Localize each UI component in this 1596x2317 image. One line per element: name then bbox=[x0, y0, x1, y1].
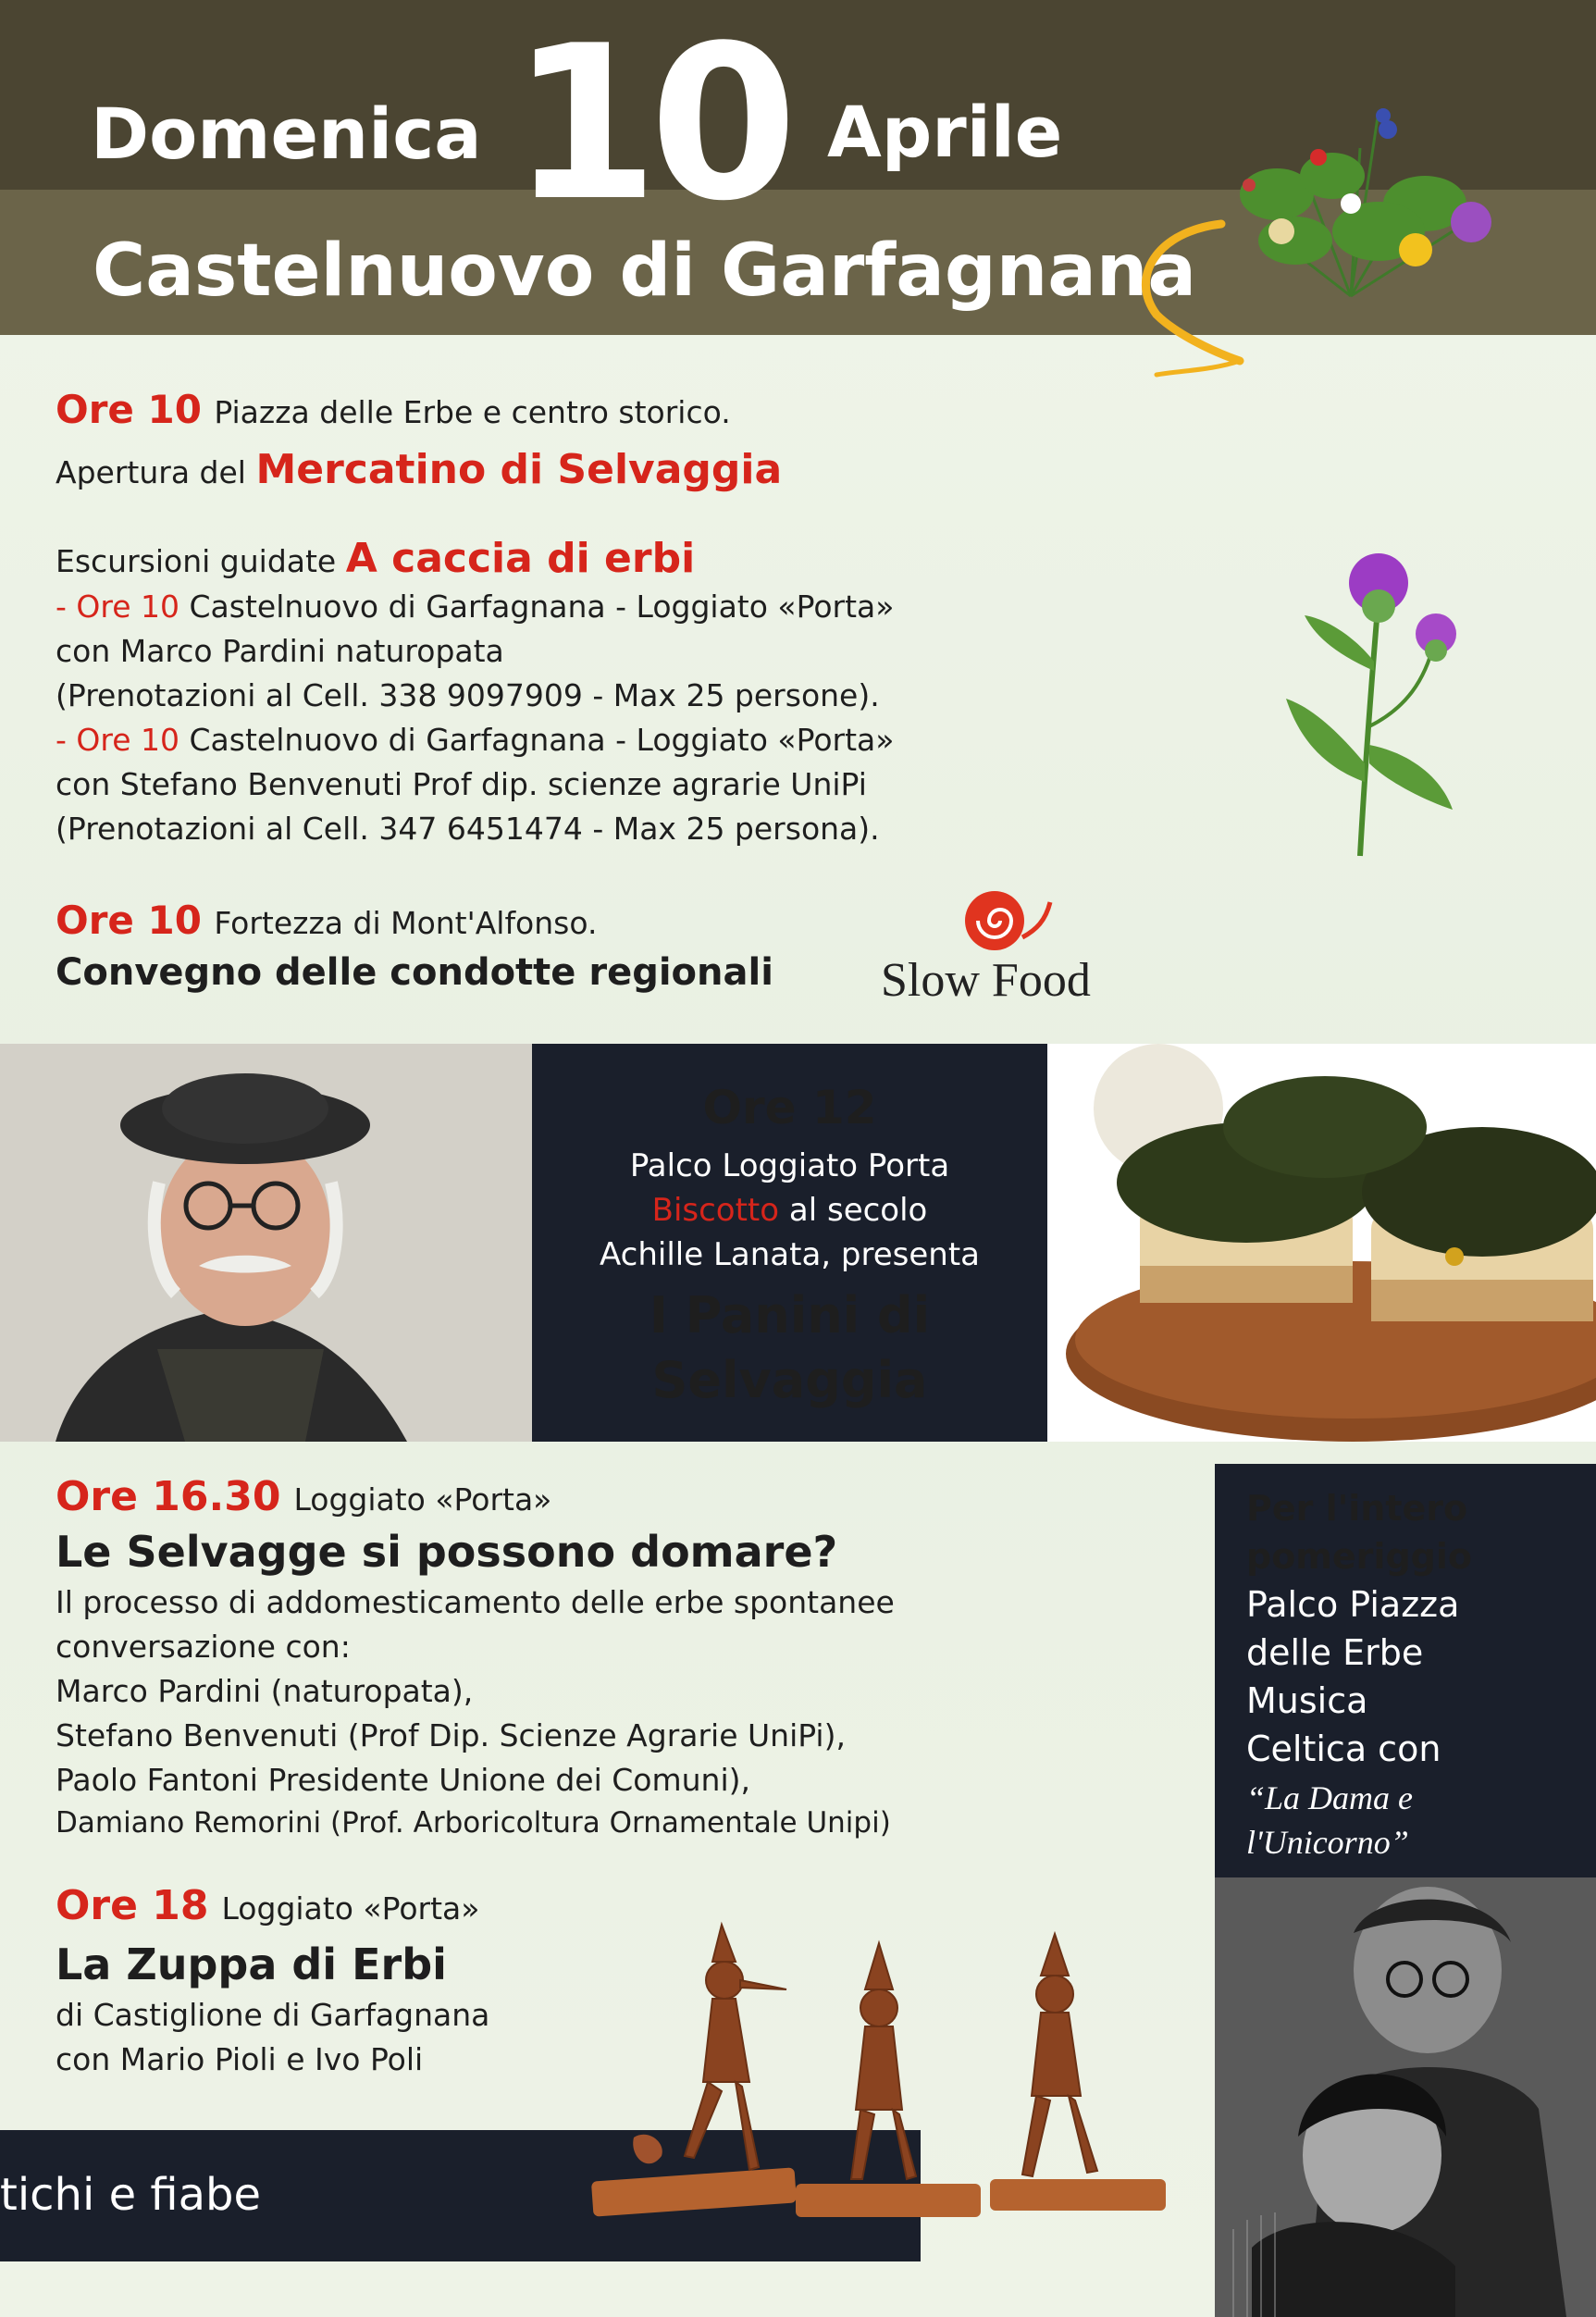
event1-place: Piazza delle Erbe e centro storico. bbox=[214, 394, 731, 430]
slow-food-logo-text: Slow Food bbox=[881, 954, 1091, 1007]
sidebar-italic-line2: l'Unicorno” bbox=[1246, 1824, 1409, 1861]
event2-title: Convegno delle condotte regionali bbox=[56, 951, 773, 994]
event3-title2: Selvaggia bbox=[651, 1351, 928, 1409]
event3-line2 bbox=[532, 1192, 1047, 1229]
pinocchio-wooden-figurines-image bbox=[574, 1906, 1184, 2221]
slow-food-snail-logo bbox=[958, 884, 1069, 958]
excursions-line1 bbox=[56, 589, 894, 625]
event4-place: Loggiato «Porta» bbox=[293, 1481, 552, 1518]
event1-opening-prefix: Apertura del bbox=[56, 454, 246, 490]
event3-line2-red: Biscotto bbox=[651, 1192, 780, 1229]
sidebar-italic-line1: “La Dama e bbox=[1246, 1779, 1414, 1816]
event5-place: Loggiato «Porta» bbox=[221, 1890, 480, 1927]
celtic-musicians-photo bbox=[1215, 1877, 1596, 2317]
wild-herbs-bouquet-image bbox=[1194, 93, 1508, 305]
event4-detail-5: Paolo Fantoni Presidente Unione dei Comuni), bbox=[56, 1762, 750, 1798]
sidebar-red-line2: pomeriggio bbox=[1246, 1536, 1472, 1577]
sidebar-line3: Musica bbox=[1246, 1680, 1368, 1721]
event4-title: Le Selvagge si possono domare? bbox=[56, 1527, 838, 1577]
event4-line bbox=[56, 1473, 551, 1520]
header-day: Domenica bbox=[91, 93, 482, 175]
event4-detail-2: conversazione con: bbox=[56, 1629, 351, 1665]
event5-title: La Zuppa di Erbi bbox=[56, 1939, 447, 1989]
event3-line2-rest: al secolo bbox=[788, 1192, 928, 1229]
excursions-line5: con Stefano Benvenuti Prof dip. scienze agrarie UniPi bbox=[56, 766, 867, 802]
event2-place: Fortezza di Mont'Alfonso. bbox=[214, 905, 598, 941]
event4-time: Ore 16.30 bbox=[56, 1473, 281, 1520]
event3-line1: Palco Loggiato Porta bbox=[629, 1147, 950, 1184]
excursions-line6: (Prenotazioni al Cell. 347 6451474 - Max 25 persona). bbox=[56, 811, 880, 847]
excursions-line4-time: - Ore 10 bbox=[56, 722, 179, 758]
sidebar-line4: Celtica con bbox=[1246, 1728, 1441, 1769]
event4-detail-4: Stefano Benvenuti (Prof Dip. Scienze Agrarie UniPi), bbox=[56, 1717, 846, 1753]
chef-photo bbox=[0, 1044, 532, 1442]
excursions-line4-rest: Castelnuovo di Garfagnana - Loggiato «Porta» bbox=[189, 722, 895, 758]
excursions-prefix: Escursioni guidate bbox=[56, 543, 337, 579]
event4-detail-3: Marco Pardini (naturopata), bbox=[56, 1673, 474, 1709]
event5-line1: di Castiglione di Garfagnana bbox=[56, 1997, 490, 2033]
event1-line bbox=[56, 387, 731, 432]
excursions-heading bbox=[56, 535, 695, 582]
excursions-line1-time: - Ore 10 bbox=[56, 589, 179, 625]
event3-line3: Achille Lanata, presenta bbox=[600, 1236, 980, 1273]
event3-time: Ore 12 bbox=[702, 1081, 877, 1134]
header-city: Castelnuovo di Garfagnana bbox=[93, 229, 1197, 313]
event1-opening-title: Mercatino di Selvaggia bbox=[255, 446, 783, 493]
event2-time: Ore 10 bbox=[56, 898, 202, 943]
event5-line bbox=[56, 1882, 479, 1929]
excursions-title: A caccia di erbi bbox=[345, 535, 696, 582]
sidebar-line1: Palco Piazza bbox=[1246, 1584, 1460, 1625]
event5-line2: con Mario Pioli e Ivo Poli bbox=[56, 2041, 424, 2077]
header-date-number: 10 bbox=[511, 1, 789, 248]
event4-detail-1: Il processo di addomesticamento delle erbe spontanee bbox=[56, 1584, 895, 1620]
header-month: Aprile bbox=[827, 91, 1063, 173]
event5-time: Ore 18 bbox=[56, 1882, 209, 1929]
excursions-line1-rest: Castelnuovo di Garfagnana - Loggiato «Porta» bbox=[189, 589, 895, 625]
footer-band-text: tichi e fiabe bbox=[0, 2169, 261, 2221]
sidebar-red-line1: Per l'intero bbox=[1246, 1488, 1468, 1529]
event2-line bbox=[56, 898, 597, 943]
excursions-line3: (Prenotazioni al Cell. 338 9097909 - Max 25 persone). bbox=[56, 677, 880, 713]
panini-photo bbox=[1047, 1044, 1596, 1442]
event3-title1: I Panini di bbox=[649, 1286, 931, 1344]
thistle-plant-image bbox=[1277, 541, 1462, 861]
sidebar-line2: delle Erbe bbox=[1246, 1632, 1424, 1673]
excursions-line4 bbox=[56, 722, 894, 758]
excursions-line2: con Marco Pardini naturopata bbox=[56, 633, 504, 669]
event4-detail-6: Damiano Remorini (Prof. Arboricoltura Ornamentale Unipi) bbox=[56, 1806, 891, 1840]
event1-time: Ore 10 bbox=[56, 387, 202, 432]
event1-opening bbox=[56, 446, 782, 493]
